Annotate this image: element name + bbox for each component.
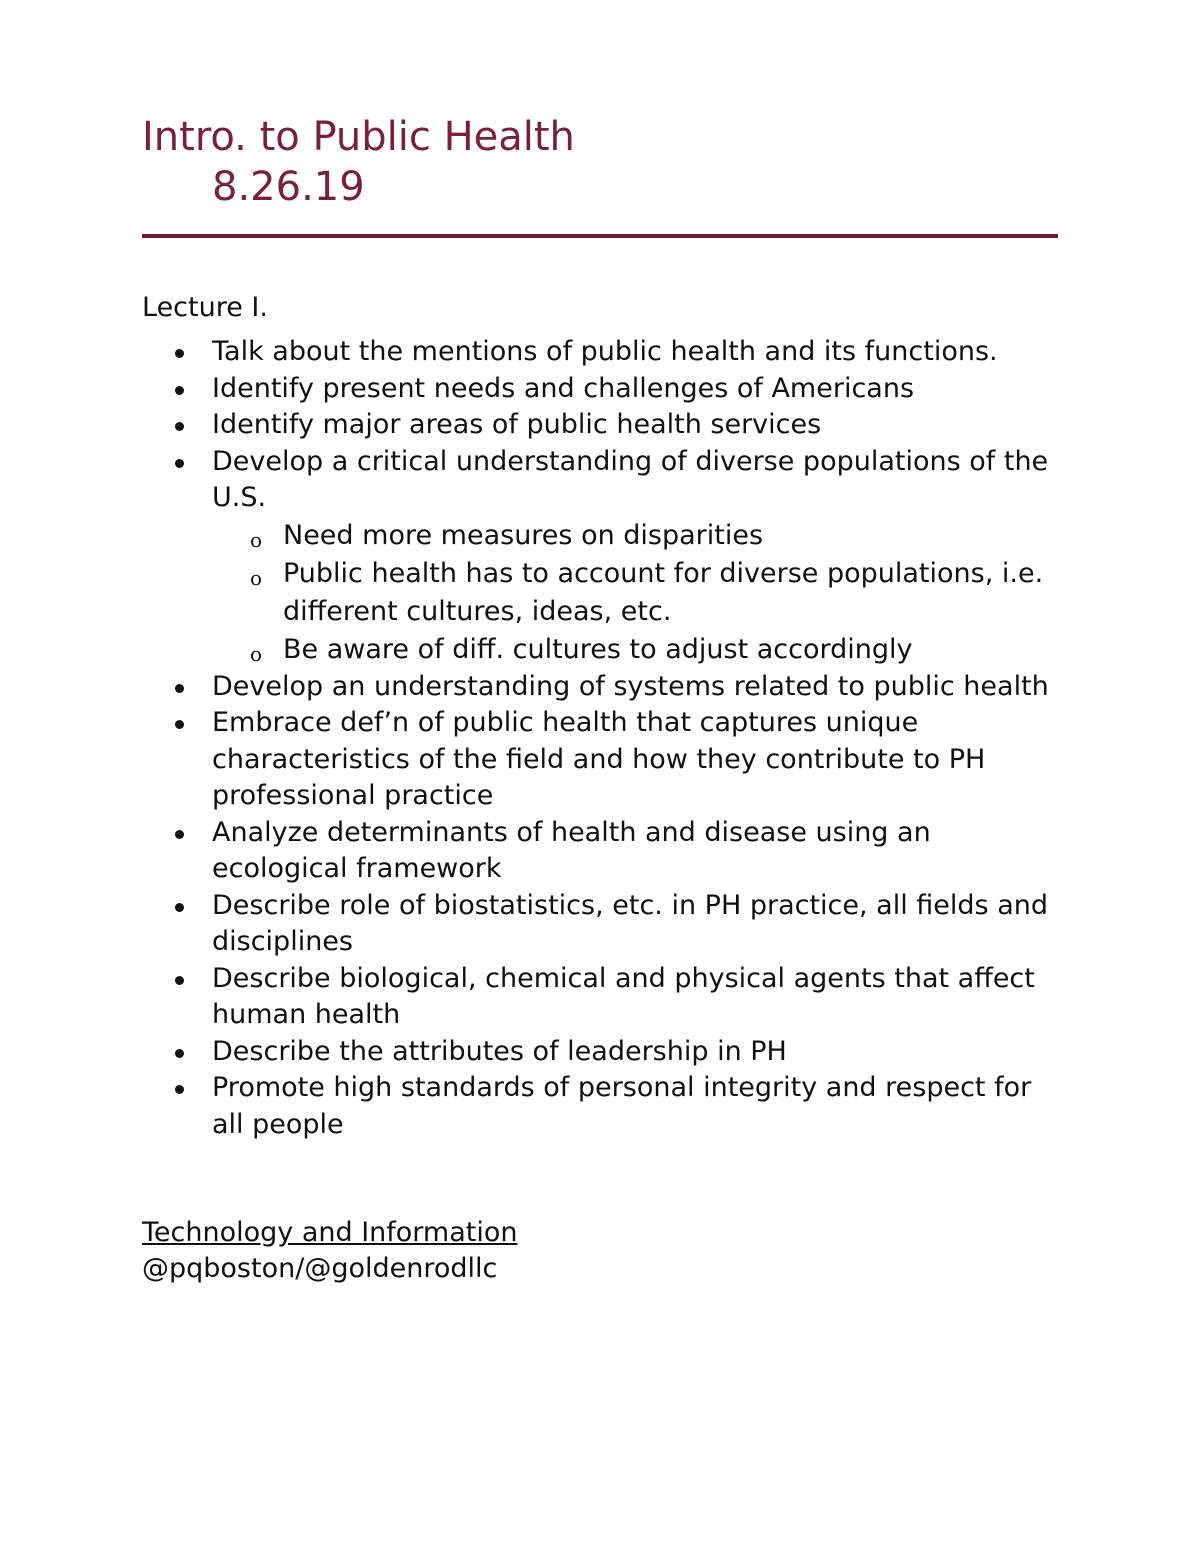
list-item-text: Talk about the mentions of public health and its functions.	[212, 336, 998, 367]
sub-list-item	[212, 517, 1060, 555]
list-item-text: Develop a critical understanding of diverse populations of the U.S.	[212, 445, 1049, 513]
list-item-text: Describe the attributes of leadership in PH	[212, 1035, 787, 1067]
document-page	[142, 112, 1060, 1287]
circle-bullet-icon: o	[250, 565, 263, 590]
bullet-icon	[175, 422, 184, 431]
list-item-text: Analyze determinants of health and disease using an ecological framework	[212, 816, 931, 884]
bullet-icon	[175, 1085, 184, 1094]
circle-bullet-icon: o	[250, 641, 263, 666]
sub-list-item-text: Need more measures on disparities	[283, 519, 764, 551]
list-item	[142, 705, 1060, 815]
sub-list	[212, 517, 1060, 669]
list-item-text: Identify major areas of public health services	[212, 409, 822, 440]
objectives-list	[142, 334, 1060, 1143]
list-item-text: Describe biological, chemical and physical agents that affect human health	[212, 962, 1035, 1030]
list-item	[142, 334, 1060, 371]
bullet-icon	[175, 903, 184, 912]
list-item-text: Embrace def’n of public health that captures unique characteristics of the field and how they contribute to PH professional practice	[212, 707, 986, 811]
social-handles: @pqboston/@goldenrodllc	[142, 1253, 498, 1284]
sub-list-item	[212, 555, 1060, 631]
list-item	[142, 815, 1060, 888]
technology-section-title: Technology and Information	[142, 1217, 518, 1248]
list-item	[142, 407, 1060, 444]
bullet-icon	[175, 349, 184, 358]
list-item	[142, 888, 1060, 961]
bullet-icon	[175, 386, 184, 395]
list-item-text: Promote high standards of personal integrity and respect for all people	[212, 1072, 1032, 1140]
list-item-text: Identify present needs and challenges of Americans	[212, 372, 915, 404]
list-item-text: Describe role of biostatistics, etc. in PH practice, all fields and disciplines	[212, 889, 1048, 957]
list-item	[142, 1070, 1060, 1143]
document-date: 8.26.19	[212, 164, 365, 210]
title-divider	[142, 234, 1058, 238]
bullet-icon	[175, 1049, 184, 1058]
list-item-text: Develop an understanding of systems related to public health	[212, 670, 1049, 702]
list-item	[142, 371, 1060, 408]
sub-list-item	[212, 631, 1060, 669]
bullet-icon	[175, 459, 184, 468]
circle-bullet-icon: o	[250, 527, 263, 552]
list-item	[142, 669, 1060, 706]
list-item	[142, 1034, 1060, 1071]
sub-list-item-text: Be aware of diff. cultures to adjust accordingly	[283, 633, 913, 665]
document-title: Intro. to Public Health	[142, 114, 575, 160]
list-item	[142, 961, 1060, 1034]
list-item	[142, 444, 1060, 669]
lecture-heading: Lecture I.	[142, 292, 268, 323]
bullet-icon	[175, 976, 184, 985]
bullet-icon	[175, 720, 184, 729]
sub-list-item-text: Public health has to account for diverse populations, i.e. different cultures, ideas, etc.	[283, 557, 1044, 627]
bullet-icon	[175, 830, 184, 839]
bullet-icon	[175, 684, 184, 693]
